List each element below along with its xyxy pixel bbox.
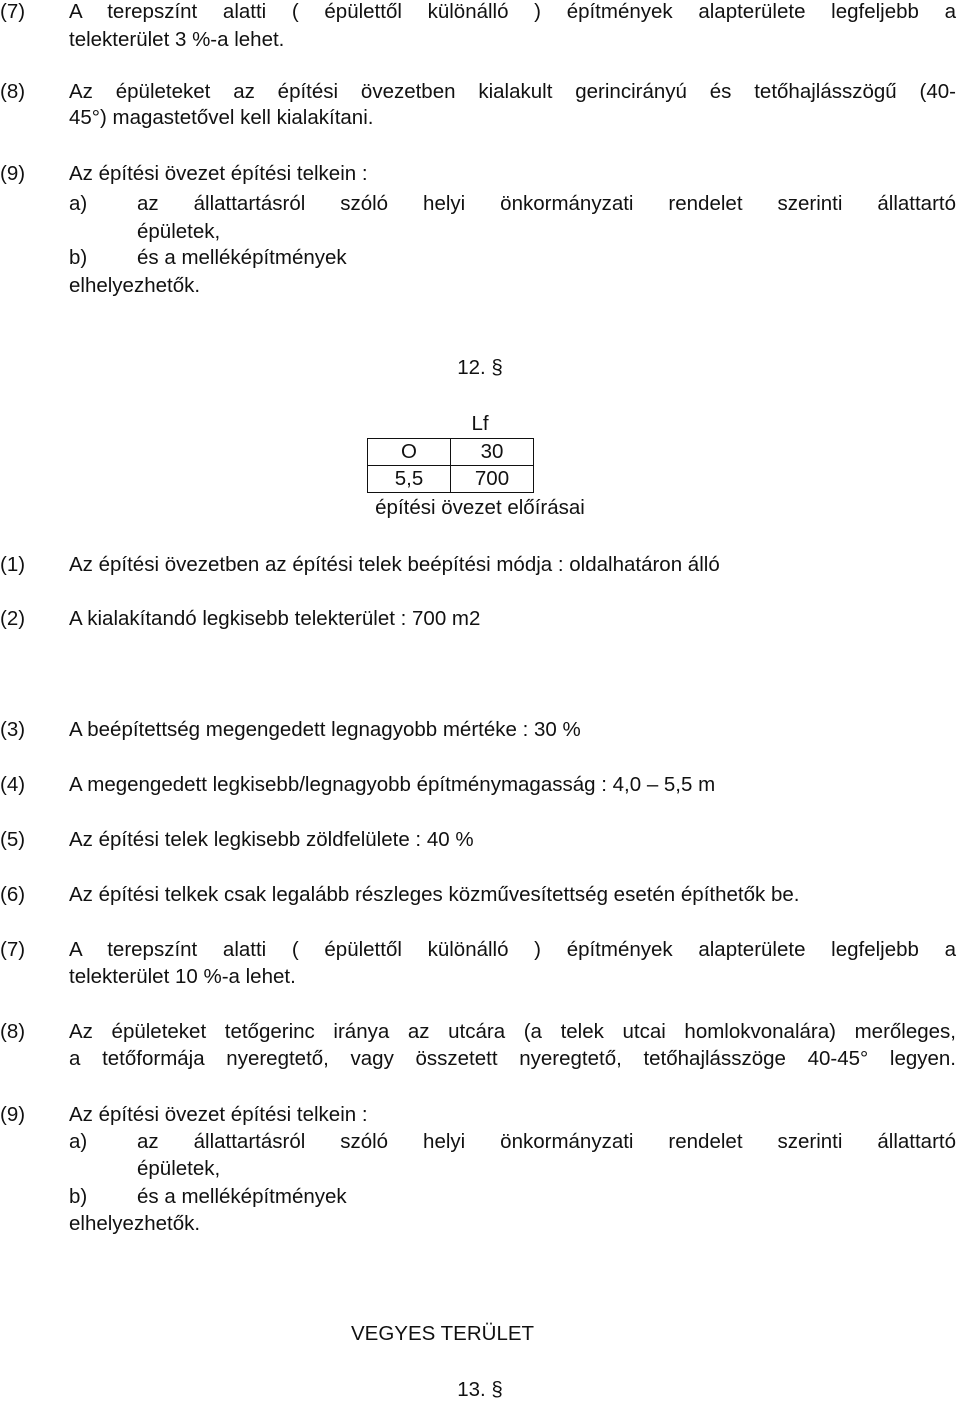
paragraph-text-line: A terepszínt alatti ( épülettől különálló ) építmények alapterülete legfeljebb a xyxy=(69,938,956,961)
paragraph-text-line: Az építési telkek csak legalább részleges közművesítettség esetén építhetők be. xyxy=(69,883,800,906)
paragraph-number: (9) xyxy=(0,1103,26,1126)
zone-code-cell: 30 xyxy=(451,439,534,466)
paragraph-text-line: A terepszínt alatti ( épülettől különálló ) építmények alapterülete legfeljebb a xyxy=(69,0,956,23)
paragraph-text-line: elhelyezhetők. xyxy=(69,1212,201,1235)
paragraph-text-line: Az épületeket tetőgerinc iránya az utcára (a telek utcai homlokvonalára) merőleges, xyxy=(69,1020,956,1043)
paragraph-number: (2) xyxy=(0,607,26,630)
paragraph-text-line: Az építési övezet építési telkein : xyxy=(69,1103,368,1126)
section-heading-12: 12. § xyxy=(457,356,503,379)
list-item-text: az állattartásról szóló helyi önkormányzati rendelet szerinti állattartó xyxy=(137,1130,956,1153)
paragraph-number: (4) xyxy=(0,773,26,796)
paragraph-text-line: 45°) magastetővel kell kialakítani. xyxy=(69,106,374,129)
list-item-label: a) xyxy=(69,192,88,215)
paragraph-number: (8) xyxy=(0,80,26,103)
zone-code-table xyxy=(367,438,534,493)
paragraph-text-line: a tetőformája nyeregtető, vagy összetett nyeregtető, tetőhajlásszöge 40-45° legyen. xyxy=(69,1047,956,1070)
paragraph-text-line: Az épületeket az építési övezetben kialakult gerincirányú és tetőhajlásszögű (40- xyxy=(69,80,956,103)
zone-code-cell: O xyxy=(368,439,451,466)
list-item-label: a) xyxy=(69,1130,88,1153)
paragraph-text-line: elhelyezhetők. xyxy=(69,274,201,297)
zone-code-title: Lf xyxy=(471,412,489,435)
zone-code-cell: 5,5 xyxy=(368,466,451,493)
list-item-text: és a melléképítmények xyxy=(137,246,347,269)
paragraph-number: (1) xyxy=(0,553,26,576)
paragraph-text-line: A kialakítandó legkisebb telekterület : 700 m2 xyxy=(69,607,481,630)
paragraph-number: (8) xyxy=(0,1020,26,1043)
section-heading-13: 13. § xyxy=(457,1378,503,1401)
paragraph-text-line: telekterület 3 %-a lehet. xyxy=(69,28,285,51)
paragraph-text-line: telekterület 10 %-a lehet. xyxy=(69,965,296,988)
paragraph-number: (5) xyxy=(0,828,26,851)
paragraph-number: (7) xyxy=(0,0,26,23)
paragraph-text-line: Az építési övezetben az építési telek beépítési módja : oldalhatáron álló xyxy=(69,553,720,576)
paragraph-text-line: A beépítettség megengedett legnagyobb mértéke : 30 % xyxy=(69,718,581,741)
zone-code-row xyxy=(368,466,534,493)
list-item-text: épületek, xyxy=(137,220,221,243)
paragraph-number: (3) xyxy=(0,718,26,741)
list-item-label: b) xyxy=(69,246,88,269)
paragraph-text-line: Az építési telek legkisebb zöldfelülete : 40 % xyxy=(69,828,474,851)
list-item-text: az állattartásról szóló helyi önkormányzati rendelet szerinti állattartó xyxy=(137,192,956,215)
zone-code-cell: 700 xyxy=(451,466,534,493)
section-title: VEGYES TERÜLET xyxy=(351,1322,535,1345)
list-item-text: és a melléképítmények xyxy=(137,1185,347,1208)
list-item-text: épületek, xyxy=(137,1157,221,1180)
paragraph-number: (9) xyxy=(0,162,26,185)
paragraph-text-line: A megengedett legkisebb/legnagyobb építménymagasság : 4,0 – 5,5 m xyxy=(69,773,716,796)
paragraph-number: (7) xyxy=(0,938,26,961)
paragraph-text-line: Az építési övezet építési telkein : xyxy=(69,162,368,185)
zone-code-caption: építési övezet előírásai xyxy=(375,496,585,519)
zone-code-row xyxy=(368,439,534,466)
paragraph-number: (6) xyxy=(0,883,26,906)
list-item-label: b) xyxy=(69,1185,88,1208)
